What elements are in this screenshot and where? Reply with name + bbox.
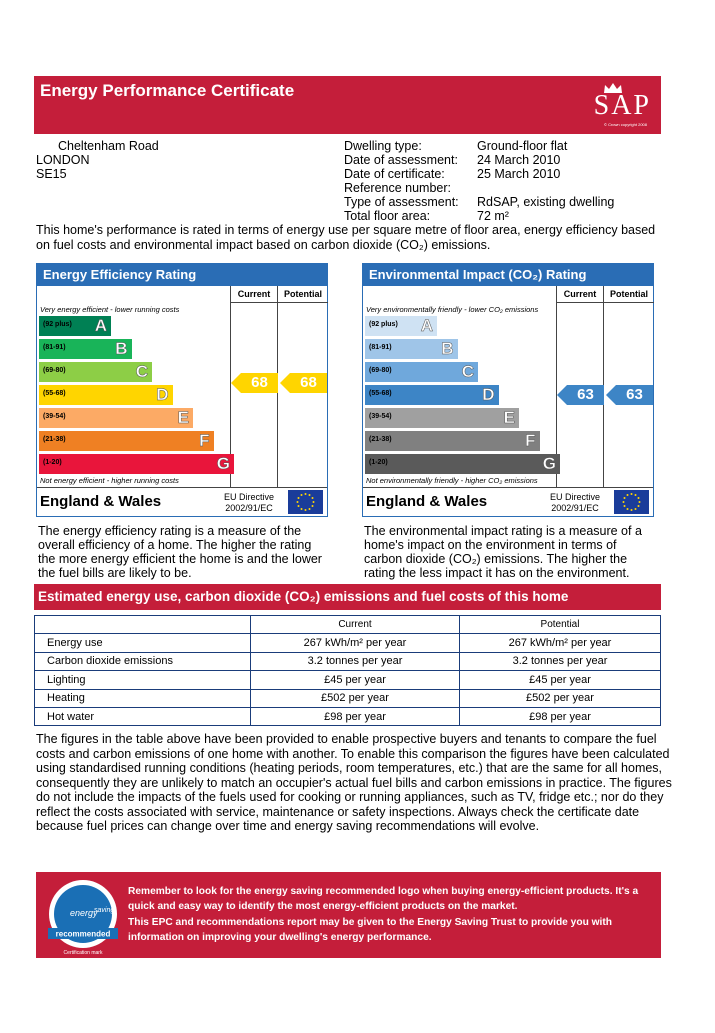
dwelling-row	[344, 209, 614, 223]
rating-band-e	[39, 408, 193, 428]
estimates-table	[34, 615, 661, 726]
row-potential: 267 kWh/m² per year	[460, 634, 661, 652]
band-range: (1-20)	[369, 459, 388, 466]
panel-title: Environmental Impact (CO₂) Rating	[363, 264, 653, 286]
band-letter: G	[216, 454, 230, 473]
band-letter: F	[199, 431, 210, 450]
dwelling-key: Type of assessment:	[344, 195, 459, 209]
band-letter: C	[135, 362, 148, 381]
band-letter: C	[461, 362, 474, 381]
row-label: Carbon dioxide emissions	[35, 652, 251, 670]
eu-directive	[550, 492, 600, 514]
dwelling-key: Date of certificate:	[344, 167, 445, 181]
table-row	[35, 652, 661, 670]
band-letter: E	[503, 408, 515, 427]
current-column-header: Current	[230, 286, 277, 303]
dwelling-value: 24 March 2010	[477, 153, 561, 167]
eu-directive-line: 2002/91/EC	[225, 503, 273, 513]
band-letter: A	[94, 316, 107, 335]
energy-saving-footer	[36, 872, 661, 958]
rating-band-c	[365, 362, 478, 382]
row-current: £98 per year	[251, 707, 460, 725]
band-letter: B	[115, 339, 128, 358]
rating-band-f	[39, 431, 214, 451]
estimates-title: Estimated energy use, carbon dioxide (CO₂) emissions and fuel costs of this home	[34, 584, 661, 610]
current-rating-value: 63	[577, 386, 594, 403]
potential-rating-arrow	[280, 373, 327, 393]
band-range: (69-80)	[43, 367, 66, 374]
bottom-note: Not energy efficient - higher running costs	[40, 476, 179, 485]
band-letter: D	[482, 385, 495, 404]
band-range: (39-54)	[43, 413, 66, 420]
rating-band-g	[365, 454, 560, 474]
potential-rating-value: 68	[300, 374, 317, 391]
energy-efficiency-rating-panel	[36, 263, 328, 517]
explanatory-text: The figures in the table above have been provided to enable prospective buyers and tenants to compare the fuel costs and carbon emissions of one home with another. To enable this comparison the figures have been calculated using standardised running conditions (heating periods, room temperatures, etc.) that are the same for all homes, consequently they are unlikely to match an occupier's actual fuel bills and carbon emissions in practice. The figures do not include the impacts of the fuels used for cooking or running appliances, such as TV, fridge etc.; nor do they reflect the costs associated with service, maintenance or safety inspections. Always check the certificate date because fuel prices can change over time and energy saving recommendations will evolve.	[36, 732, 672, 833]
current-rating-arrow	[231, 373, 278, 393]
dwelling-key: Date of assessment:	[344, 153, 458, 167]
top-note: Very environmentally friendly - lower CO₂ emissions	[366, 305, 539, 314]
table-row	[35, 707, 661, 725]
band-range: (1-20)	[43, 459, 62, 466]
dwelling-value: 72 m²	[477, 209, 509, 223]
property-address	[36, 139, 159, 181]
divider	[37, 487, 327, 488]
band-letter: G	[542, 454, 556, 473]
band-range: (69-80)	[369, 367, 392, 374]
logo-text-saving: saving	[94, 907, 115, 914]
dwelling-key: Reference number:	[344, 181, 452, 195]
dwelling-row	[344, 181, 614, 195]
efficiency-description: The energy efficiency rating is a measure of the overall efficiency of a home. The higher the rating the more energy efficient the home is and the lower the fuel bills are likely to be.	[38, 524, 322, 580]
bottom-note: Not environmentally friendly - higher CO₂ emissions	[366, 476, 538, 485]
band-range: (39-54)	[369, 413, 392, 420]
logo-text-recommended: recommended	[55, 929, 111, 939]
rating-band-c	[39, 362, 152, 382]
band-range: (55-68)	[43, 390, 66, 397]
table-header-potential: Potential	[460, 616, 661, 634]
certificate-title: Energy Performance Certificate	[40, 81, 295, 100]
potential-column-header: Potential	[277, 286, 328, 303]
band-range: (55-68)	[369, 390, 392, 397]
logo-text-energy: energy	[70, 908, 98, 918]
dwelling-row	[344, 167, 614, 181]
certificate-header	[34, 76, 661, 134]
eu-flag-icon	[614, 490, 649, 514]
dwelling-value: 25 March 2010	[477, 167, 561, 181]
environment-description: The environmental impact rating is a measure of a home's impact on the environment in terms of carbon dioxide (CO₂) emissions. The higher the rating the less impact it has on the environment.	[364, 524, 642, 580]
row-label: Hot water	[35, 707, 251, 725]
row-potential: 3.2 tonnes per year	[460, 652, 661, 670]
dwelling-row	[344, 139, 614, 153]
dwelling-details	[344, 139, 614, 223]
potential-rating-value: 63	[626, 386, 643, 403]
rating-band-d	[39, 385, 173, 405]
sap-logo-sub: © Crown copyright 2008	[604, 122, 647, 127]
band-range: (21-38)	[369, 436, 392, 443]
energy-saving-recommended-logo	[44, 876, 126, 956]
dwelling-key: Total floor area:	[344, 209, 431, 223]
dwelling-key: Dwelling type:	[344, 139, 422, 153]
row-label: Lighting	[35, 671, 251, 689]
region-label: England & Wales	[366, 493, 488, 510]
band-range: (92 plus)	[43, 321, 72, 328]
address-line-1: Cheltenham Road	[58, 139, 159, 153]
address-line-3: SE15	[36, 167, 67, 181]
current-rating-arrow	[557, 385, 604, 405]
row-label: Heating	[35, 689, 251, 707]
row-label: Energy use	[35, 634, 251, 652]
eu-directive	[224, 492, 274, 514]
table-row	[35, 671, 661, 689]
logo-caption: Certification mark	[63, 950, 103, 956]
current-column-header: Current	[556, 286, 603, 303]
footer-paragraph: Remember to look for the energy saving recommended logo when buying energy-efficient products. It's a quick and easy way to identify the most energy-efficient products on the market.	[128, 886, 639, 912]
current-rating-value: 68	[251, 374, 268, 391]
rating-band-b	[365, 339, 458, 359]
divider	[363, 487, 653, 488]
band-range: (92 plus)	[369, 321, 398, 328]
environmental-impact-rating-panel	[362, 263, 654, 517]
eu-directive-line: 2002/91/EC	[551, 503, 599, 513]
band-range: (81-91)	[43, 344, 66, 351]
eu-directive-line: EU Directive	[550, 492, 601, 502]
sap-logo: SAP	[593, 90, 651, 121]
table-header-empty	[35, 616, 251, 634]
potential-rating-arrow	[606, 385, 653, 405]
potential-column-header: Potential	[603, 286, 654, 303]
row-current: £45 per year	[251, 671, 460, 689]
rating-band-b	[39, 339, 132, 359]
intro-text: This home's performance is rated in terms of energy use per square metre of floor area, energy efficiency based on fuel costs and environmental impact based on carbon dioxide (CO₂) emissions.	[36, 223, 656, 252]
band-letter: A	[420, 316, 433, 335]
panel-title: Energy Efficiency Rating	[37, 264, 327, 286]
eu-flag-icon	[288, 490, 323, 514]
table-header-current: Current	[251, 616, 460, 634]
dwelling-row	[344, 153, 614, 167]
band-range: (21-38)	[43, 436, 66, 443]
footer-text	[128, 884, 648, 945]
rating-band-e	[365, 408, 519, 428]
row-current: 267 kWh/m² per year	[251, 634, 460, 652]
row-potential: £45 per year	[460, 671, 661, 689]
row-current: 3.2 tonnes per year	[251, 652, 460, 670]
table-header-row	[35, 616, 661, 634]
dwelling-value: Ground-floor flat	[477, 139, 568, 153]
rating-band-f	[365, 431, 540, 451]
table-row	[35, 634, 661, 652]
table-row	[35, 689, 661, 707]
rating-band-a	[365, 316, 437, 336]
dwelling-row	[344, 195, 614, 209]
rating-band-d	[365, 385, 499, 405]
dwelling-value: RdSAP, existing dwelling	[477, 195, 615, 209]
rating-band-a	[39, 316, 111, 336]
band-letter: E	[177, 408, 189, 427]
top-note: Very energy efficient - lower running costs	[40, 305, 180, 314]
region-label: England & Wales	[40, 493, 162, 510]
divider	[277, 303, 278, 488]
band-letter: F	[525, 431, 536, 450]
row-potential: £502 per year	[460, 689, 661, 707]
address-line-2: LONDON	[36, 153, 90, 167]
eu-directive-line: EU Directive	[224, 492, 275, 502]
row-current: £502 per year	[251, 689, 460, 707]
band-letter: D	[156, 385, 169, 404]
footer-paragraph: This EPC and recommendations report may be given to the Energy Saving Trust to provide you with information on improving your dwelling's energy performance.	[128, 917, 612, 943]
rating-band-g	[39, 454, 234, 474]
band-letter: B	[441, 339, 454, 358]
row-potential: £98 per year	[460, 707, 661, 725]
band-range: (81-91)	[369, 344, 392, 351]
